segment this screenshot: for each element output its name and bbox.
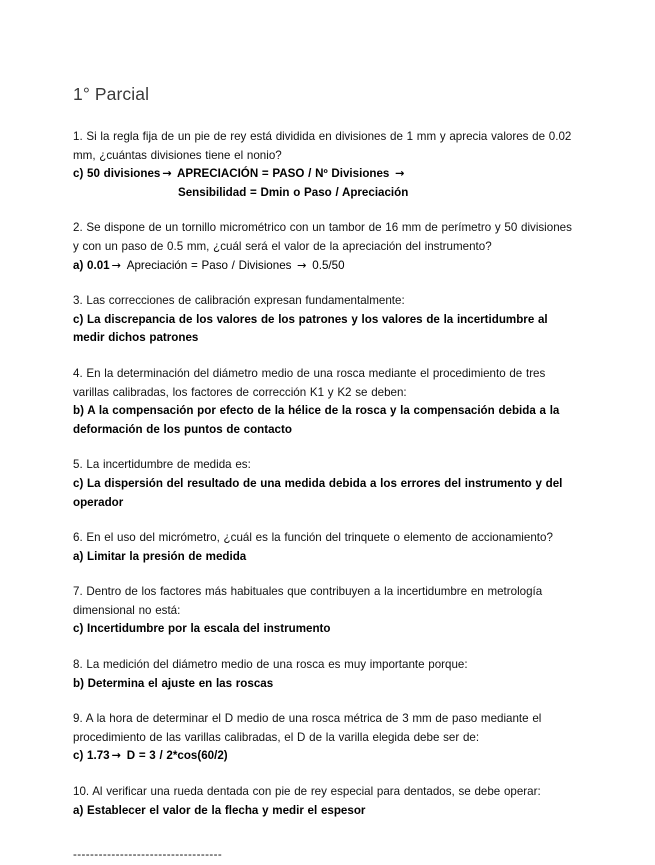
answer-text-1 [73,165,581,184]
answer-text-2 [73,257,581,276]
answer-choice-1: c) 50 divisiones [73,167,161,181]
question-text-1: 1. Si la regla fija de un pie de rey está dividida en divisiones de 1 mm y aprecia valores de 0.02 mm, ¿cuántas divisiones tiene el nonio? [73,130,572,162]
question-text-6: 6. En el uso del micrómetro, ¿cuál es la función del trinquete o elemento de accionamiento? [73,531,553,545]
answer-text-5: c) La dispersión del resultado de una medida debida a los errores del instrumento y del operador [73,476,563,509]
qa-block-5 [73,456,581,512]
section-divider: ----------------------------------- [73,848,223,862]
question-text-8: 8. La medición del diámetro medio de una rosca es muy importante porque: [73,658,468,672]
answer-formula-2: Apreciación = Paso / Divisiones [126,258,292,272]
answer-result-2: 0.5/50 [312,258,345,272]
question-text-4: 4. En la determinación del diámetro medio de una rosca mediante el procedimiento de tres varillas calibradas, los factores de corrección K1 y K2 se deben: [73,366,546,399]
question-text-3: 3. Las correcciones de calibración expresan fundamentalmente: [73,294,405,308]
arrow-icon: → [111,749,121,763]
qa-block-3 [73,292,581,348]
qa-block-6 [73,529,581,566]
arrow-icon: → [395,167,405,181]
question-text-2: 2. Se dispone de un tornillo micrométrico con un tambor de 16 mm de perímetro y 50 divisiones y con un paso de 0.5 mm, ¿cuál será el valor de la apreciación del instrumento? [73,221,572,253]
arrow-icon: → [111,258,121,272]
document-content [73,84,581,865]
question-text-7: 7. Dentro de los factores más habituales que contribuyen a la incertidumbre en metrología dimensional no está: [73,585,543,617]
arrow-icon: → [162,167,172,181]
arrow-icon: → [297,258,307,272]
answer-text-10: a) Establecer el valor de la flecha y medir el espesor [73,803,366,817]
answer-text-7: c) Incertidumbre por la escala del instrumento [73,622,331,636]
answer-choice-9: c) 1.73 [73,749,110,763]
answer-text-9 [73,747,581,766]
qa-block-10 [73,783,581,820]
answer-text-6: a) Limitar la presión de medida [73,549,247,563]
answer-text-4: b) A la compensación por efecto de la hélice de la rosca y la compensación debida a la deformación de los puntos de contacto [73,404,560,436]
qa-block-1 [73,128,581,202]
qa-block-7 [73,583,581,639]
answer-formula-line2-1: Sensibilidad = Dmin o Paso / Apreciación [178,185,409,199]
answer-text-8: b) Determina el ajuste en las roscas [73,676,274,690]
answer-text-3: c) La discrepancia de los valores de los patrones y los valores de la incertidumbre al medir dichos patrones [73,312,548,345]
qa-block-9 [73,710,581,766]
page-title: 1° Parcial [73,84,150,104]
qa-block-2 [73,219,581,275]
question-text-10: 10. Al verificar una rueda dentada con pie de rey especial para dentados, se debe operar: [73,785,541,799]
qa-block-4 [73,365,581,439]
answer-formula-9: D = 3 / 2*cos(60/2) [126,749,228,763]
qa-block-8 [73,656,581,693]
question-text-5: 5. La incertidumbre de medida es: [73,458,251,472]
answer-choice-2: a) 0.01 [73,258,110,272]
answer-formula-1: APRECIACIÓN = PASO / Nº Divisiones [177,167,390,181]
question-text-9: 9. A la hora de determinar el D medio de una rosca métrica de 3 mm de paso mediante el procedimiento de las varillas calibradas, el D de la varilla elegida debe ser de: [73,712,542,744]
